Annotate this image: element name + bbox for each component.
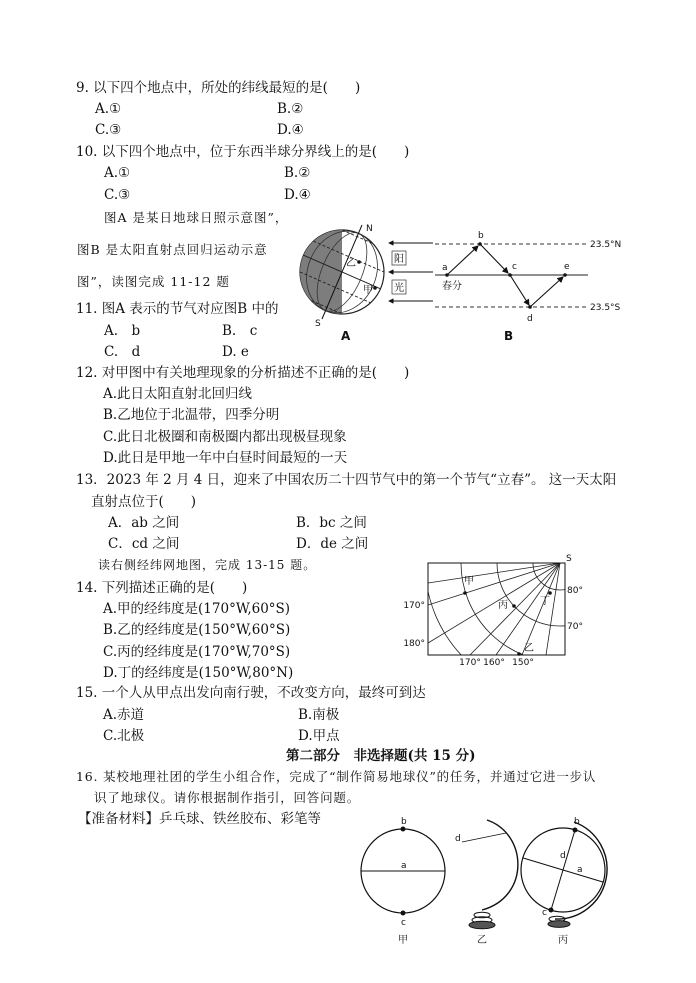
globe-yi-caption: 乙 bbox=[477, 935, 487, 946]
q9-option-c[interactable]: C.③ bbox=[95, 122, 122, 138]
point-d-label: d bbox=[527, 314, 533, 324]
globe-yi-leader-line bbox=[462, 833, 506, 842]
intro-11-12-line-3: 图”，读图完成 11-12 题 bbox=[77, 274, 230, 289]
point-bing-dot bbox=[512, 604, 516, 608]
figure-a-earth-illumination bbox=[295, 222, 440, 344]
q16-stem-line-1: 16. 某校地理社团的学生小组合作，完成了“制作简易地球仪”的任务，并通过它进一步认 bbox=[76, 769, 597, 784]
point-yi-label: 乙 bbox=[524, 643, 534, 654]
sunlight-label-1: 阳 bbox=[394, 254, 404, 265]
point-yi-dot bbox=[357, 260, 361, 264]
intro-11-12-line-1: 图A 是某日地球日照示意图”， bbox=[104, 210, 289, 225]
q13-option-a[interactable]: A．ab 之间 bbox=[108, 515, 180, 531]
intro-13-15: 读右侧经纬网地图，完成 13-15 题。 bbox=[98, 558, 317, 572]
globe-jia-caption: 甲 bbox=[398, 935, 408, 946]
q14-option-a[interactable]: A.甲的经纬度是(170°W,60°S) bbox=[103, 601, 291, 617]
point-a bbox=[445, 273, 449, 277]
globe-bing-c-label: c bbox=[542, 908, 547, 918]
intro-11-12-line-2: 图B 是太阳直射点回归运动示意 bbox=[77, 242, 268, 257]
lat-70-label: 70° bbox=[567, 622, 583, 632]
point-b bbox=[478, 242, 482, 246]
point-d bbox=[528, 305, 532, 309]
q11-option-c[interactable]: C. d bbox=[104, 344, 141, 360]
bottom-160-label: 160° bbox=[483, 658, 505, 668]
q12-option-a[interactable]: A.此日太阳直射北回归线 bbox=[103, 386, 253, 402]
arrow-b-to-c bbox=[480, 244, 508, 273]
q16-stem-line-2: 识了地球仪。请你根据制作指引，回答问题。 bbox=[94, 790, 361, 805]
point-c-label: c bbox=[512, 262, 517, 272]
point-a-label: a bbox=[442, 263, 448, 273]
point-bing-label: 丙 bbox=[498, 600, 508, 611]
q11-stem: 11. 图A 表示的节气对应图B 中的 bbox=[76, 301, 279, 317]
q14-option-b[interactable]: B.乙的经纬度是(150°W,60°S) bbox=[103, 622, 291, 638]
q15-option-c[interactable]: C.北极 bbox=[103, 728, 145, 744]
arrow-c-to-d bbox=[510, 275, 529, 305]
q15-option-a[interactable]: A.赤道 bbox=[103, 707, 145, 723]
q16-materials: 【准备材料】乒乓球、铁丝胶布、彩笔等 bbox=[78, 811, 321, 827]
globe-yi-wire-arc bbox=[482, 820, 518, 910]
q10-option-d[interactable]: D.④ bbox=[284, 187, 311, 203]
tropic-n-label: 23.5°N bbox=[590, 240, 622, 250]
figure-b-solar-migration bbox=[430, 228, 630, 344]
q13-option-c[interactable]: C．cd 之间 bbox=[108, 536, 180, 552]
q12-stem: 12. 对甲图中有关地理现象的分析描述不正确的是( ) bbox=[76, 365, 410, 381]
q12-option-d[interactable]: D.此日是甲地一年中白昼时间最短的一天 bbox=[103, 450, 348, 466]
meridian-bottom-140 bbox=[546, 563, 560, 655]
q10-option-b[interactable]: B.② bbox=[284, 165, 311, 181]
q15-option-d[interactable]: D.甲点 bbox=[298, 728, 340, 744]
globe-jia-b-label: b bbox=[401, 817, 407, 827]
globe-bing-stand-base bbox=[548, 921, 570, 928]
globe-jia-c-dot bbox=[401, 911, 406, 916]
q13-stem-line-1: 13．2023 年 2 月 4 日，迎来了中国农历二十四节气中的第一个节气“立春”。 这一天太阳 bbox=[76, 472, 617, 488]
q14-option-c[interactable]: C.丙的经纬度是(170°W,70°S) bbox=[103, 644, 291, 660]
q10-stem: 10. 以下四个地点中，位于东西半球分界线上的是( ) bbox=[76, 144, 410, 160]
point-yi-dot bbox=[517, 652, 521, 656]
q13-option-d[interactable]: D．de 之间 bbox=[296, 536, 369, 552]
q10-option-c[interactable]: C.③ bbox=[104, 187, 131, 203]
q14-stem: 14. 下列描述正确的是( ) bbox=[76, 580, 248, 596]
point-c bbox=[508, 273, 512, 277]
meridian-1 bbox=[428, 563, 560, 583]
q9-option-d[interactable]: D.④ bbox=[277, 122, 304, 138]
globe-bing-b-dot bbox=[573, 828, 578, 833]
q14-option-d[interactable]: D.丁的经纬度是(150°W,80°N) bbox=[103, 665, 294, 681]
point-yi-label: 乙 bbox=[346, 258, 356, 269]
point-b-label: b bbox=[478, 231, 484, 241]
point-e-label: e bbox=[564, 262, 570, 272]
q10-option-a[interactable]: A.① bbox=[104, 165, 131, 181]
graticule-map bbox=[400, 553, 585, 673]
north-pole-label: N bbox=[366, 224, 373, 234]
point-jia-label: 甲 bbox=[363, 285, 373, 296]
globe-bing-d-label: d bbox=[560, 851, 566, 861]
section-2-heading: 第二部分 非选择题(共 15 分) bbox=[286, 748, 476, 764]
arrow-a-to-b bbox=[447, 246, 478, 275]
q11-option-a[interactable]: A. b bbox=[104, 323, 141, 339]
globe-yi-stand-base bbox=[469, 921, 495, 929]
q9-stem: 9. 以下四个地点中，所处的纬线最短的是( ) bbox=[76, 80, 361, 96]
point-jia-dot bbox=[373, 286, 377, 290]
q12-option-b[interactable]: B.乙地位于北温带，四季分明 bbox=[103, 407, 280, 423]
figure-b-caption: B bbox=[504, 329, 514, 343]
q13-option-b[interactable]: B．bc 之间 bbox=[296, 515, 367, 531]
globe-bing-c-dot bbox=[549, 908, 554, 913]
globe-jia-c-label: c bbox=[401, 918, 406, 928]
q15-option-b[interactable]: B.南极 bbox=[298, 707, 340, 723]
q9-option-a[interactable]: A.① bbox=[95, 101, 122, 117]
point-ding-dot bbox=[548, 591, 552, 595]
globe-jia-a-label: a bbox=[401, 861, 407, 871]
q9-option-b[interactable]: B.② bbox=[277, 101, 304, 117]
q13-stem-line-2: 直射点位于( ) bbox=[91, 494, 197, 510]
left-170-label: 170° bbox=[403, 601, 425, 611]
q12-option-c[interactable]: C.此日北极圈和南极圈内都出现极昼现象 bbox=[103, 429, 347, 445]
globe-bing-b-label: b bbox=[574, 817, 580, 827]
globe-bing-a-label: a bbox=[577, 865, 583, 875]
spring-equinox-label: 春分 bbox=[442, 281, 462, 292]
left-180-label: 180° bbox=[403, 639, 425, 649]
bottom-170-label: 170° bbox=[459, 658, 481, 668]
south-pole-label: S bbox=[315, 319, 321, 329]
south-pole-label: S bbox=[566, 554, 572, 564]
globe-jia-b-dot bbox=[401, 827, 406, 832]
arrow-d-to-e bbox=[530, 277, 563, 307]
figure-a-caption: A bbox=[341, 329, 351, 343]
globe-making-figures bbox=[350, 812, 630, 950]
globe-yi-d-label: d bbox=[455, 834, 461, 844]
point-jia-dot bbox=[463, 591, 467, 595]
sunlight-label-2: 光 bbox=[394, 283, 404, 294]
lat-80-label: 80° bbox=[567, 586, 583, 596]
tropic-s-label: 23.5°S bbox=[590, 303, 621, 313]
graticule-frame bbox=[428, 563, 565, 655]
globe-bing-caption: 丙 bbox=[558, 935, 568, 946]
q11-option-b[interactable]: B. c bbox=[222, 323, 258, 339]
q15-stem: 15. 一个人从甲点出发向南行驶，不改变方向，最终可到达 bbox=[76, 685, 426, 701]
bottom-150-label: 150° bbox=[512, 658, 534, 668]
q11-option-d[interactable]: D. e bbox=[222, 344, 249, 360]
point-ding-label: 丁 bbox=[540, 596, 550, 607]
point-jia-label: 甲 bbox=[464, 576, 474, 587]
point-e bbox=[563, 273, 567, 277]
